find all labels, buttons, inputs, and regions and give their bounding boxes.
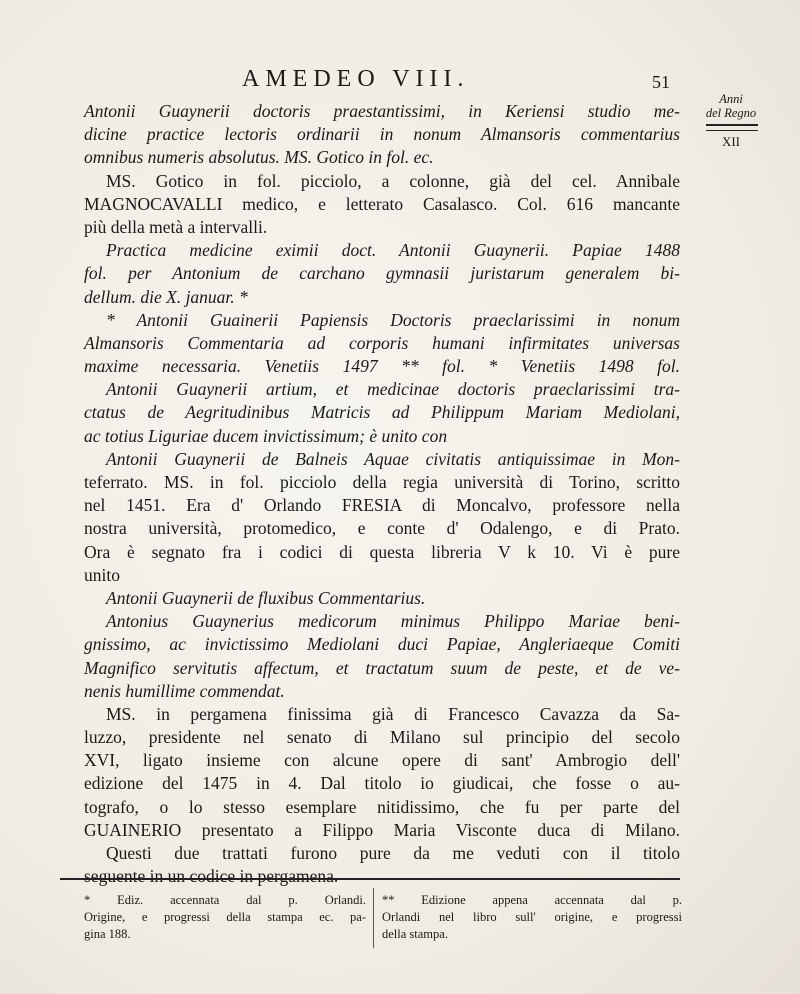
text-line: XVI, ligato insieme con alcune opere di sant' Ambrogio dell'	[84, 750, 680, 771]
text-line: unito	[84, 564, 120, 585]
margin-note	[700, 92, 762, 149]
page-number: 51	[652, 72, 670, 92]
running-title: AMEDEO VIII.	[242, 66, 470, 92]
footnote-rule	[60, 878, 680, 880]
text-line: dellum. die X. januar. *	[84, 286, 248, 307]
text-line: seguente in un codice in pergamena.	[84, 866, 339, 887]
text-line: Almansoris Commentaria ad corporis humani infirmitates universas	[84, 332, 680, 353]
text-line: ac totius Liguriae ducem invictissimum; è unito con	[84, 425, 448, 446]
text-line: nostra università, protomedico, e conte d' Odalengo, e di Prato.	[84, 518, 680, 539]
text-line: edizione del 1475 in 4. Dal titolo io giudicai, che fosse o au-	[84, 773, 680, 794]
footnote-line: Origine, e progressi della stampa ec. pa-	[84, 910, 366, 924]
text-line: ctatus de Aegritudinibus Matricis ad Philippum Mariam Mediolani,	[84, 402, 680, 423]
text-line: Antonii Guaynerii artium, et medicinae doctoris praeclarissimi tra-	[106, 379, 680, 400]
text-line: gnissimo, ac invictissimo Mediolani duci Papiae, Angleriaeque Comiti	[84, 634, 680, 655]
text-line: nenis humillime commendat.	[84, 680, 285, 701]
text-line: Antonii Guaynerii doctoris praestantissimi, in Keriensi studio me-	[84, 101, 680, 121]
footnote-line: * Ediz. accennata dal p. Orlandi.	[84, 893, 366, 907]
text-line: MAGNOCAVALLI medico, e letterato Casalasco. Col. 616 mancante	[84, 193, 680, 214]
text-line: più della metà a intervalli.	[84, 216, 268, 237]
text-line: * Antonii Guainerii Papiensis Doctoris praeclarissimi in nonum	[106, 309, 680, 330]
text-line: MS. Gotico in fol. picciolo, a colonne, già del cel. Annibale	[106, 170, 680, 191]
text-line: maxime necessaria. Venetiis 1497 ** fol. * Venetiis 1498 fol.	[84, 356, 680, 377]
text-line: Antonii Guaynerii de Balneis Aquae civitatis antiquissimae in Mon-	[106, 448, 680, 469]
text-line: nel 1451. Era d' Orlando FRESIA di Moncalvo, professore nella	[84, 495, 680, 516]
margin-regnal-year: XII	[721, 134, 741, 149]
margin-label-regno: del Regno	[705, 106, 757, 120]
margin-rule	[706, 124, 758, 131]
footnote-divider	[373, 888, 374, 948]
text-line: Practica medicine eximii doct. Antonii Guaynerii. Papiae 1488	[106, 240, 680, 261]
text-line: dicine practice lectoris ordinarii in nonum Almansoris commentarius	[84, 124, 680, 145]
footnote-left	[84, 892, 366, 943]
text-line: Questi due trattati furono pure da me veduti con il titolo	[106, 843, 680, 863]
text-line: fol. per Antonium de carchano gymnasii juristarum generalem bi-	[84, 263, 680, 284]
text-line: teferrato. MS. in fol. picciolo della regia università di Torino, scritto	[84, 472, 680, 492]
body-text	[84, 100, 680, 888]
text-line: luzzo, presidente nel senato di Milano sul principio del secolo	[84, 727, 680, 748]
text-line: tografo, o lo stesso esemplare nitidissimo, che fu per parte del	[84, 796, 680, 817]
text-line: MS. in pergamena finissima già di Francesco Cavazza da Sa-	[106, 703, 680, 724]
text-line: omnibus numeris absolutus. MS. Gotico in fol. ec.	[84, 147, 434, 168]
footnote-line: ** Edizione appena accennata dal p.	[382, 893, 682, 907]
text-line: Magnifico servitutis affectum, et tractatum suum de peste, et de ve-	[84, 657, 680, 678]
footnote-line: della stampa.	[382, 927, 448, 941]
footnote-right	[382, 892, 682, 943]
text-line: Antonius Guaynerius medicorum minimus Philippo Mariae beni-	[106, 611, 680, 632]
footnote-line: gina 188.	[84, 927, 131, 941]
text-line: GUAINERIO presentato a Filippo Maria Visconte duca di Milano.	[84, 819, 680, 840]
margin-label-anni: Anni	[719, 92, 743, 106]
text-line: Antonii Guaynerii de fluxibus Commentarius.	[106, 587, 426, 608]
footnote-line: Orlandi nel libro sull' origine, e progressi	[382, 910, 682, 924]
text-line: Ora è segnato fra i codici di questa libreria V k 10. Vi è pure	[84, 541, 680, 562]
